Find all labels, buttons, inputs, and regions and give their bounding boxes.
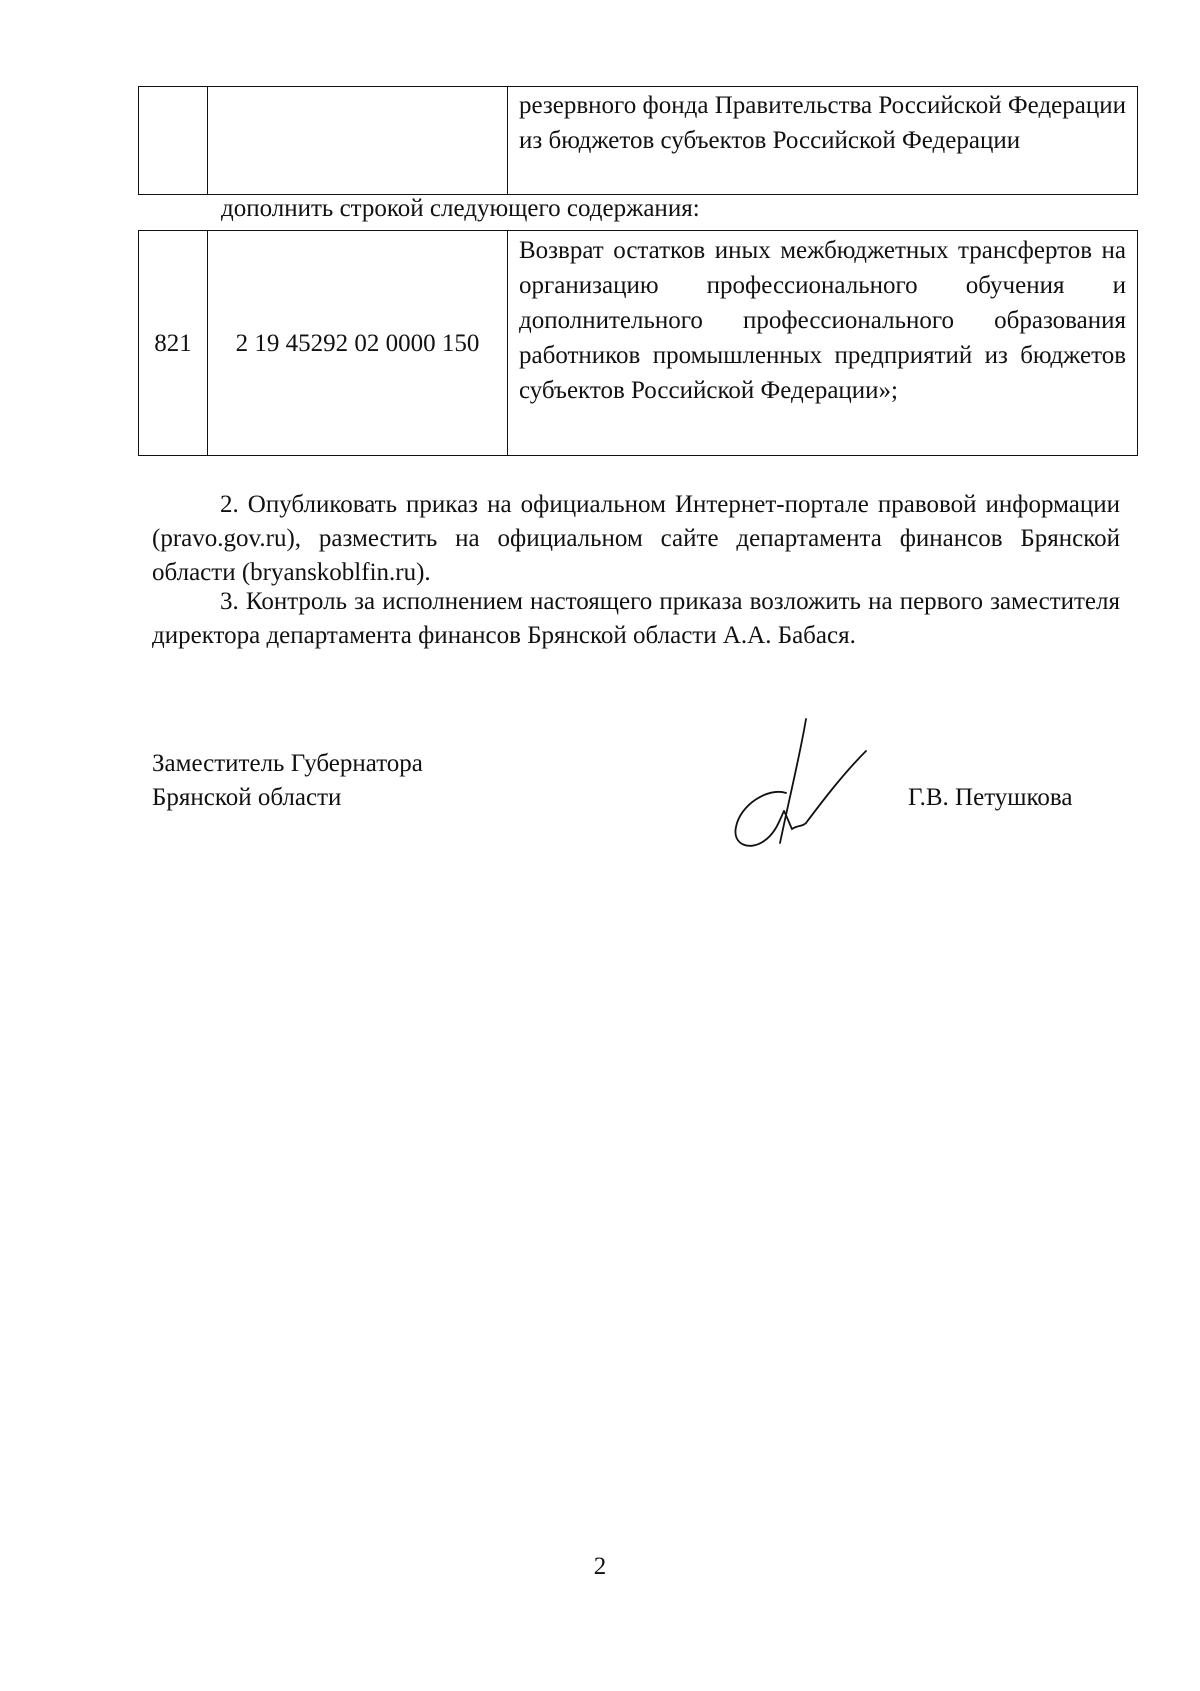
handwritten-signature xyxy=(728,715,878,855)
table-continued xyxy=(138,86,1138,195)
paragraph-publish xyxy=(152,488,1120,590)
add-row-instruction: дополнить строкой следующего содержания: xyxy=(221,195,700,222)
page-number: 2 xyxy=(593,1553,607,1580)
table-new-row xyxy=(138,230,1138,456)
table-cell-budget-code: 2 19 45292 02 0000 150 xyxy=(208,231,508,456)
signer-position-line2: Брянской области xyxy=(152,784,342,811)
table-row xyxy=(139,87,1138,195)
signer-position-line1: Заместитель Губернатора xyxy=(152,750,423,777)
table-cell-description: резервного фонда Правительства Российской Федерации из бюджетов субъектов Российской Федерации xyxy=(508,87,1138,195)
table-cell-budget-code xyxy=(208,87,508,195)
signer-name: Г.В. Петушкова xyxy=(908,784,1073,811)
paragraph-publish-text: 2. Опубликовать приказ на официальном Интернет-портале правовой информации (pravo.gov.ru), разместить на официальном сайте департамента финансов Брянской области (bryanskoblfin.ru). xyxy=(152,491,1120,586)
signer-position xyxy=(152,747,423,815)
paragraph-control xyxy=(152,585,1120,653)
table-cell-admin-code xyxy=(139,87,208,195)
paragraph-control-text: 3. Контроль за исполнением настоящего приказа возложить на первого заместителя директора департамента финансов Брянской области А.А. Бабася. xyxy=(152,588,1120,649)
table-cell-description: Возврат остатков иных межбюджетных трансфертов на организацию профессионального обучения и дополнительного профессионального образования работников промышленных предприятий из бюджетов субъектов Российской Федерации»; xyxy=(508,231,1138,456)
table-cell-admin-code: 821 xyxy=(139,231,208,456)
table-row xyxy=(139,231,1138,456)
